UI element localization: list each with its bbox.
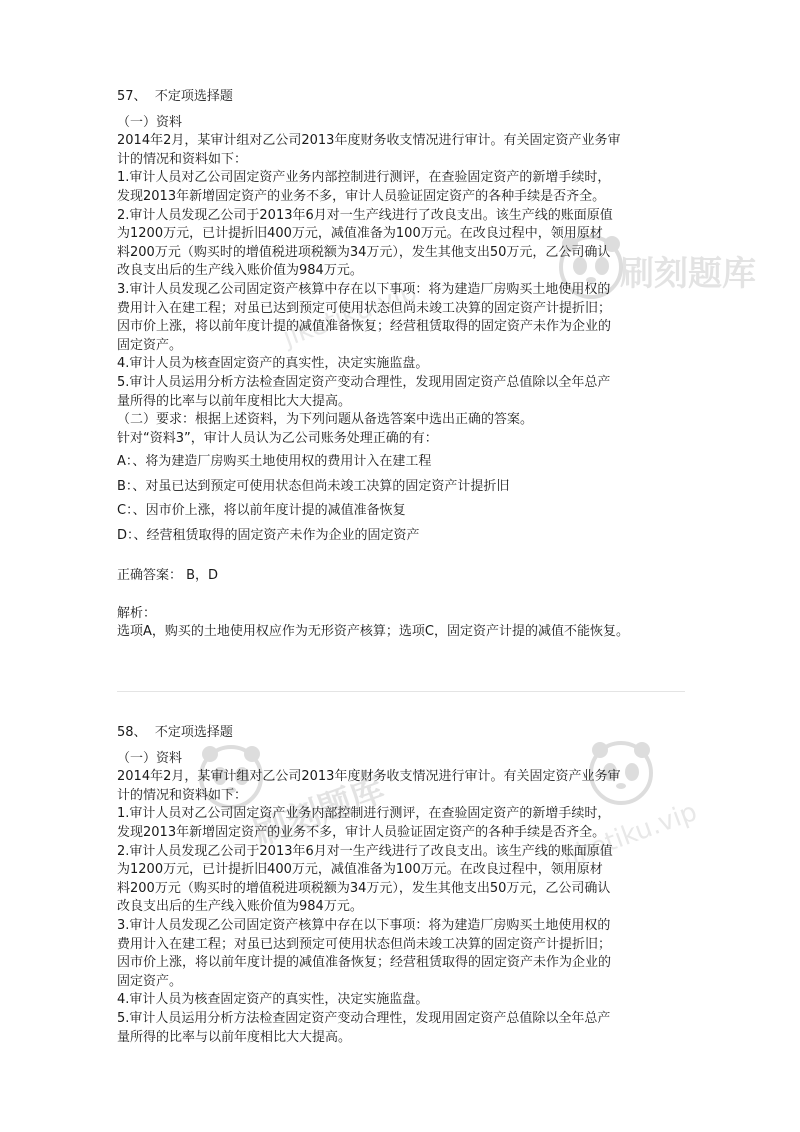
analysis-text: 选项A，购买的土地使用权应作为无形资产核算；选项C，固定资产计提的减值不能恢复。	[117, 624, 629, 640]
option-d[interactable]: D：、经营租赁取得的固定资产未作为企业的固定资产	[117, 527, 420, 543]
material-line: 固定资产。	[117, 337, 183, 353]
material-line: 5.审计人员运用分析方法检查固定资产变动合理性，发现用固定资产总值除以全年总产	[117, 1010, 611, 1026]
material-line: 5.审计人员运用分析方法检查固定资产变动合理性，发现用固定资产总值除以全年总产	[117, 374, 611, 390]
material-line: 为1200万元，已计提折旧400万元，减值准备为100万元。在改良过程中，领用原材	[117, 226, 603, 242]
intro-line: 计的情况和资料如下：	[117, 787, 248, 803]
question-header	[117, 88, 692, 107]
material-line: 发现2013年新增固定资产的业务不多，审计人员验证固定资产的各种手续是否齐全。	[117, 188, 606, 204]
material-line: 4.审计人员为核查固定资产的真实性，决定实施监盘。	[117, 992, 429, 1008]
material-line: 为1200万元，已计提折旧400万元，减值准备为100万元。在改良过程中，领用原材	[117, 862, 603, 878]
requirement-line: （二）要求：根据上述资料，为下列问题从备选答案中选出正确的答案。	[117, 412, 534, 428]
question-header	[117, 724, 692, 743]
analysis-label: 解析：	[117, 605, 157, 621]
question-58	[117, 724, 692, 1047]
material-line: 费用计入在建工程；对虽已达到预定可使用状态但尚未竣工决算的固定资产计提折旧；	[117, 936, 612, 952]
intro-line: 2014年2月，某审计组对乙公司2013年度财务收支情况进行审计。有关固定资产业务审	[117, 769, 621, 785]
material-line: 1.审计人员对乙公司固定资产业务内部控制进行测评，在查验固定资产的新增手续时，	[117, 806, 611, 822]
material-line: 4.审计人员为核查固定资产的真实性，决定实施监盘。	[117, 356, 429, 372]
watermark-brand: 刷刻题库	[248, 769, 390, 854]
question-divider	[117, 691, 685, 692]
material-line: 料200万元（购买时的增值税进项税额为34万元），发生其他支出50万元，乙公司确认	[117, 880, 611, 896]
question-type: 不定项选择题	[154, 89, 233, 104]
material-line: 固定资产。	[117, 973, 183, 989]
material-line: 2.审计人员发现乙公司于2013年6月对一生产线进行了改良支出。该生产线的账面原值	[117, 843, 613, 859]
intro-line: 计的情况和资料如下：	[117, 151, 248, 167]
section-title: （一）资料	[117, 750, 183, 766]
watermark-url: jiketiku.vip	[559, 796, 702, 874]
watermark-url: jiketiku.vip	[279, 276, 422, 354]
material-line: 3.审计人员发现乙公司固定资产核算中存在以下事项：将为建造厂房购买土地使用权的	[117, 281, 611, 297]
section-title: （一）资料	[117, 114, 183, 130]
question-stem: 针对“资料3”，审计人员认为乙公司账务处理正确的有：	[117, 430, 438, 446]
correct-answer: 正确答案： B，D	[117, 568, 219, 584]
material-line: 2.审计人员发现乙公司于2013年6月对一生产线进行了改良支出。该生产线的账面原值	[117, 207, 613, 223]
material-line: 改良支出后的生产线入账价值为984万元。	[117, 263, 363, 279]
material-line: 因市价上涨，将以前年度计提的减值准备恢复；经营租赁取得的固定资产未作为企业的	[117, 319, 612, 335]
watermark-brand: 刷刻题库	[620, 254, 756, 294]
material-line: 因市价上涨，将以前年度计提的减值准备恢复；经营租赁取得的固定资产未作为企业的	[117, 955, 612, 971]
question-number: 58、	[117, 725, 147, 740]
option-list	[117, 453, 692, 551]
material-line: 费用计入在建工程；对虽已达到预定可使用状态但尚未竣工决算的固定资产计提折旧；	[117, 300, 612, 316]
material-line: 改良支出后的生产线入账价值为984万元。	[117, 899, 363, 915]
question-57	[117, 88, 692, 642]
option-a[interactable]: A：、将为建造厂房购买土地使用权的费用计入在建工程	[117, 454, 432, 470]
option-b[interactable]: B：、对虽已达到预定可使用状态但尚未竣工决算的固定资产计提折旧	[117, 478, 510, 494]
material-line: 1.审计人员对乙公司固定资产业务内部控制进行测评，在查验固定资产的新增手续时，	[117, 170, 611, 186]
intro-line: 2014年2月，某审计组对乙公司2013年度财务收支情况进行审计。有关固定资产业务审	[117, 133, 621, 149]
material-line: 料200万元（购买时的增值税进项税额为34万元），发生其他支出50万元，乙公司确认	[117, 244, 611, 260]
material-line: 3.审计人员发现乙公司固定资产核算中存在以下事项：将为建造厂房购买土地使用权的	[117, 917, 611, 933]
material-line: 发现2013年新增固定资产的业务不多，审计人员验证固定资产的各种手续是否齐全。	[117, 824, 606, 840]
material-line: 量所得的比率与以前年度相比大大提高。	[117, 393, 352, 409]
option-c[interactable]: C：、因市价上涨，将以前年度计提的减值准备恢复	[117, 503, 406, 519]
material-line: 量所得的比率与以前年度相比大大提高。	[117, 1029, 352, 1045]
question-type: 不定项选择题	[154, 725, 233, 740]
question-number: 57、	[117, 89, 147, 104]
